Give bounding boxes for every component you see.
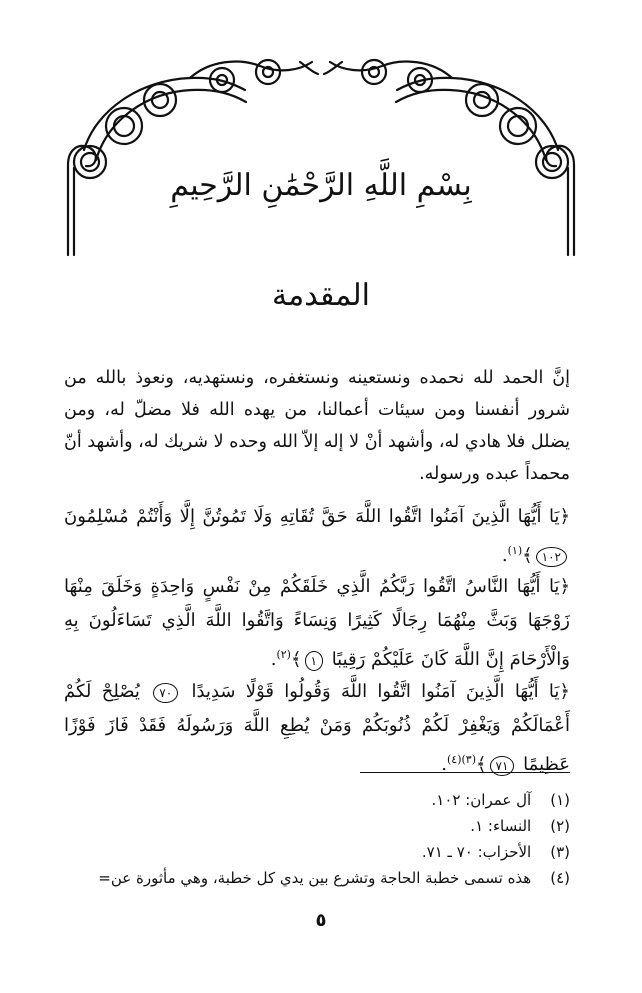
footnote-number: (٢) [550, 817, 570, 835]
basmala: بِسْمِ اللَّهِ الرَّحْمَٰنِ الرَّحِيمِ [170, 168, 472, 203]
footnote-ref: (١) [507, 544, 523, 557]
footnote-text: النساء: ١. [470, 817, 532, 835]
footnote-number: (١) [550, 791, 570, 809]
footnote [64, 788, 570, 812]
ayah-number: ١٠٢ [536, 547, 567, 567]
footnote-text: آل عمران: ١٠٢. [431, 791, 532, 809]
page-number: ٥ [315, 910, 327, 931]
ayah-number: ١ [305, 651, 323, 671]
verse-text: ﴿يَا أَيُّهَا النَّاسُ اتَّقُوا رَبَّكُمُ الَّذِي خَلَقَكُمْ مِنْ نَفْسٍ وَاحِدَةٍ وَخَلَقَ مِنْهَا زَوْجَهَا وَبَثَّ مِنْهُمَا رِجَالًا كَثِيرًا وَنِسَاءً وَاتَّقُوا اللَّهَ الَّذِي تَسَاءَلُونَ بِهِ وَالْأَرْحَامَ إِنَّ اللَّهَ كَانَ عَلَيْكُمْ رَقِيبًا [64, 576, 570, 670]
verse-text-continued: يُصْلِحْ لَكُمْ أَعْمَالَكُمْ وَيَغْفِرْ لَكُمْ ذُنُوبَكُمْ وَمَنْ يُطِعِ اللَّهَ وَرَسُولَهُ فَقَدْ فَازَ فَوْزًا عَظِيمًا [64, 681, 570, 775]
verse-1: ﴿يَا أَيُّهَا الَّذِينَ آمَنُوا اتَّقُوا اللَّهَ حَقَّ تُقَاتِهِ وَلَا تَمُوتُنَّ إِلَّا وَأَنْتُمْ مُسْلِمُونَ ١٠٢﴾$^{(١)}$. [64, 506, 570, 566]
verse-text: ﴿يَا أَيُّهَا الَّذِينَ آمَنُوا اتَّقُوا اللَّهَ وَقُولُوا قَوْلًا سَدِيدًا [191, 681, 570, 702]
intro-paragraph: إنَّ الحمد لله نحمده ونستعينه ونستغفره، ونستهديه، ونعوذ بالله من شرور أنفسنا ومن سيئات أعمالنا، من يهده الله فلا مضلّ له، ومن يضلل فلا هادي له، وأشهد أنْ لا إله إلاّ الله وحده لا شريك له، وأشهد أنّ محمداً عبده ورسوله. [64, 368, 570, 484]
page-title: المقدمة [272, 278, 370, 313]
verse-text: ﴿يَا أَيُّهَا الَّذِينَ آمَنُوا اتَّقُوا اللَّهَ حَقَّ تُقَاتِهِ وَلَا تَمُوتُنَّ إِلَّا وَأَنْتُمْ مُسْلِمُونَ [64, 506, 570, 527]
footnote-ref: (٢) [276, 648, 291, 661]
footnote-number: (٣) [550, 843, 570, 861]
footnote-number: (٤) [550, 869, 570, 887]
ayah-number: ٧١ [490, 756, 515, 776]
footnote [64, 814, 570, 838]
ornamental-frame [0, 0, 642, 300]
ayah-number: ٧٠ [153, 683, 178, 703]
footnote-text: هذه تسمى خطبة الحاجة وتشرع بين يدي كل خطبة، وهي مأثورة عن= [98, 869, 532, 887]
verse-3: ﴿يَا أَيُّهَا الَّذِينَ آمَنُوا اتَّقُوا اللَّهَ وَقُولُوا قَوْلًا سَدِيدًا ٧٠ يُصْلِحْ لَكُمْ أَعْمَالَكُمْ وَيَغْفِرْ لَكُمْ ذُنُوبَكُمْ وَمَنْ يُطِعِ اللَّهَ وَرَسُولَهُ فَقَدْ فَازَ فَوْزًا عَظِيمًا ٧١﴾$^{(٣)(٤)}$. [64, 681, 570, 775]
verse-2: ﴿يَا أَيُّهَا النَّاسُ اتَّقُوا رَبَّكُمُ الَّذِي خَلَقَكُمْ مِنْ نَفْسٍ وَاحِدَةٍ وَخَلَقَ مِنْهَا زَوْجَهَا وَبَثَّ مِنْهُمَا رِجَالًا كَثِيرًا وَنِسَاءً وَاتَّقُوا اللَّهَ الَّذِي تَسَاءَلُونَ بِهِ وَالْأَرْحَامَ إِنَّ اللَّهَ كَانَ عَلَيْكُمْ رَقِيبًا ١﴾$^{(٢)}$. [64, 576, 570, 670]
footnote [64, 840, 570, 864]
footnote [64, 866, 570, 890]
footnote-ref: (٣)(٤) [446, 753, 476, 766]
footnote-text: الأحزاب: ٧٠ ـ ٧١. [421, 843, 532, 861]
footnote-divider [360, 772, 570, 773]
